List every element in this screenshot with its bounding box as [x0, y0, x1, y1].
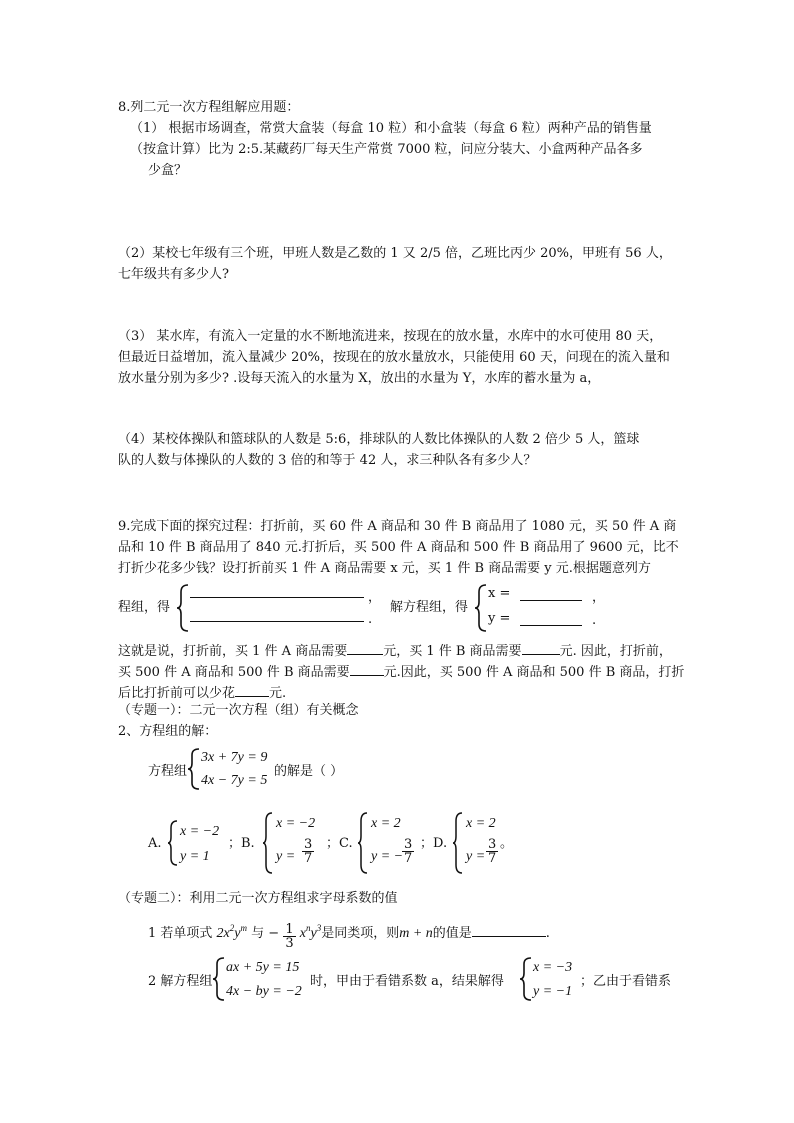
q9-line7 [118, 682, 286, 702]
system-eq2: 4x − 7y = 5 [201, 773, 268, 788]
q9-line3: 打折少花多少钱？设打折前买 1 件 A 商品需要 x 元，买 1 件 B 商品需要 y 元.根据题意列方 [118, 561, 651, 576]
q2-middle: 时，甲由于看错系数 a，结果解得 [310, 974, 504, 989]
q9-line5 [118, 640, 672, 660]
monomial-1 [216, 923, 247, 941]
q2-prefix: 2 解方程组 [148, 974, 213, 989]
q8-part2-line1: （2）某校七年级有三个班，甲班人数是乙数的 1 又 2/5 倍，乙班比丙少 20%，甲班有 56 人， [118, 246, 672, 261]
monomial-1-exp2: m [240, 923, 247, 933]
left-brace-icon [187, 748, 201, 790]
option-d-label: ；D. [420, 836, 448, 851]
q9-line7-b: 元. [269, 686, 287, 701]
option-c-y: y = − [371, 849, 404, 864]
y-period: . [592, 613, 597, 628]
equation2-blank[interactable] [190, 621, 364, 622]
q2-eq2: 4x − by = −2 [226, 984, 302, 999]
q8-part2-line2: 七年级共有多少人? [118, 267, 229, 282]
fraction-numerator: 3 [404, 837, 413, 852]
total-cost-blank[interactable] [350, 661, 384, 676]
option-c-fraction [402, 838, 414, 865]
equation1-comma: ， [368, 590, 382, 605]
m-plus-n-blank[interactable] [472, 922, 546, 937]
monomial-1-base: 2x [216, 926, 230, 941]
option-d-y: y = [466, 849, 486, 864]
solve-prompt: 解方程组，得 [390, 600, 469, 615]
q1-prefix: 1 若单项式 [148, 926, 213, 941]
topic1-q2: 2、方程组的解： [118, 724, 218, 739]
q1-fraction-den: 3 [285, 936, 294, 951]
q8-title: 8.列二元一次方程组解应用题： [118, 100, 300, 115]
q2-eq1: ax + 5y = 15 [226, 960, 300, 975]
q9-line6-b: 元.因此，买 500 件 A 商品和 500 件 B 商品，打折 [383, 665, 685, 680]
q8-part3-line1: （3） 某水库，有流入一定量的水不断地流进来，按现在的放水量，水库中的水可使用 80 天， [118, 329, 663, 344]
y-label: y = [488, 611, 511, 626]
option-b-x: x = −2 [276, 816, 316, 831]
monomial-2-exp2: 3 [316, 923, 322, 933]
q2-x: x = −3 [533, 960, 573, 975]
q8-part3-line3: 放水量分别为多少? .设每天流入的水量为 X，放出的水量为 Y，水库的蓄水量为 a， [118, 371, 601, 386]
topic2-q1 [148, 920, 550, 954]
system-suffix: 的解是（ ） [274, 764, 344, 779]
q8-part4-line1: （4）某校体操队和篮球队的人数是 5:6，排球队的人数比体操队的人数 2 倍少 5 人，篮球 [118, 432, 640, 447]
q8-part1-line3: 少盒？ [148, 163, 188, 178]
option-d-end: 。 [500, 836, 514, 851]
q1-fraction-num: 1 [285, 922, 294, 937]
q1-end: . [545, 926, 550, 941]
b-price-blank[interactable] [522, 640, 560, 655]
equation1-blank[interactable] [190, 597, 364, 598]
option-a-label: A. [148, 836, 162, 851]
left-brace-icon [357, 812, 369, 874]
system-prefix: 方程组 [148, 764, 188, 779]
monomial-1-exp1: 2 [229, 923, 235, 933]
x-label: x = [488, 586, 511, 601]
savings-blank[interactable] [235, 682, 269, 697]
q1-expression: m + n [399, 926, 433, 941]
q1-with: 与 [251, 926, 265, 941]
system-eq1: 3x + 7y = 9 [201, 750, 268, 765]
option-c-x: x = 2 [371, 816, 401, 831]
option-d-fraction [486, 838, 498, 865]
option-b-y: y = [276, 849, 296, 864]
q9-line7-a: 后比打折前可以少花 [118, 686, 236, 701]
q9-line1: 9.完成下面的探究过程：打折前，买 60 件 A 商品和 30 件 B 商品用了 1080 元，买 50 件 A 商 [118, 519, 677, 534]
left-brace-icon [519, 957, 533, 1001]
fraction-numerator: 3 [304, 837, 313, 852]
left-brace-icon [212, 957, 226, 1001]
option-a-x: x = −2 [180, 824, 220, 839]
q9-line2: 品和 10 件 B 商品用了 840 元.打折后，买 500 件 A 商品和 500 件 B 商品用了 9600 元，比不 [118, 540, 679, 555]
q9-line6 [118, 661, 684, 681]
q2-suffix: ；乙由于看错系 [580, 974, 672, 989]
q1-neg: − [268, 926, 280, 941]
option-d-x: x = 2 [466, 816, 496, 831]
q8-part3-line2: 但最近日益增加，流入量减少 20%，按现在的放水量放水，只能使用 60 天，问现在的流入量和 [118, 350, 670, 365]
option-a-y: y = 1 [180, 849, 210, 864]
topic2-title: （专题二）：利用二元一次方程组求字母系数的值 [118, 891, 398, 906]
option-b-fraction [302, 838, 314, 865]
monomial-2-base: x [299, 926, 306, 941]
q1-value-is: 的值是 [432, 926, 472, 941]
q2-y: y = −1 [533, 984, 573, 999]
q9-equation-prompt: 程组，得 [118, 600, 171, 615]
q1-fraction [283, 923, 295, 950]
monomial-2 [299, 923, 322, 941]
y-answer-blank[interactable] [520, 625, 582, 626]
fraction-denominator: 7 [304, 851, 313, 866]
option-b-label: ；B. [228, 836, 255, 851]
left-brace-icon [176, 584, 190, 632]
a-price-blank[interactable] [347, 640, 383, 655]
left-brace-icon [474, 584, 488, 632]
monomial-2-exp1: n [305, 923, 311, 933]
q9-line5-a: 这就是说，打折前，买 1 件 A 商品需要 [118, 644, 348, 659]
q9-line5-c: 元. 因此，打折前， [559, 644, 672, 659]
option-c-label: ；C. [326, 836, 353, 851]
x-answer-blank[interactable] [520, 600, 582, 601]
q8-part1-line1: （1） 根据市场调查，常赏大盒装（每盒 10 粒）和小盒装（每盒 6 粒）两种产品的销售量 [130, 121, 652, 136]
q1-similar: 是同类项，则 [321, 926, 400, 941]
q8-part4-line2: 队的人数与体操队的人数的 3 倍的和等于 42 人，求三种队各有多少人？ [118, 453, 537, 468]
left-brace-icon [262, 812, 274, 874]
q9-line5-b: 元，买 1 件 B 商品需要 [383, 644, 522, 659]
monomial-1-y: y [234, 926, 241, 941]
left-brace-icon [452, 812, 464, 874]
equation2-period: . [368, 612, 373, 627]
left-brace-icon [167, 820, 179, 866]
q8-part1-line2: （按盒计算）比为 2:5.某藏药厂每天生产常赏 7000 粒，问应分装大、小盒两种产品各多 [130, 142, 643, 157]
monomial-2-y: y [310, 926, 317, 941]
x-comma: ， [592, 590, 606, 605]
topic1-title: （专题一）：二元一次方程（组）有关概念 [118, 703, 359, 718]
fraction-denominator: 7 [404, 851, 413, 866]
fraction-denominator: 7 [488, 851, 497, 866]
q9-line6-a: 买 500 件 A 商品和 500 件 B 商品需要 [118, 665, 350, 680]
fraction-numerator: 3 [488, 837, 497, 852]
